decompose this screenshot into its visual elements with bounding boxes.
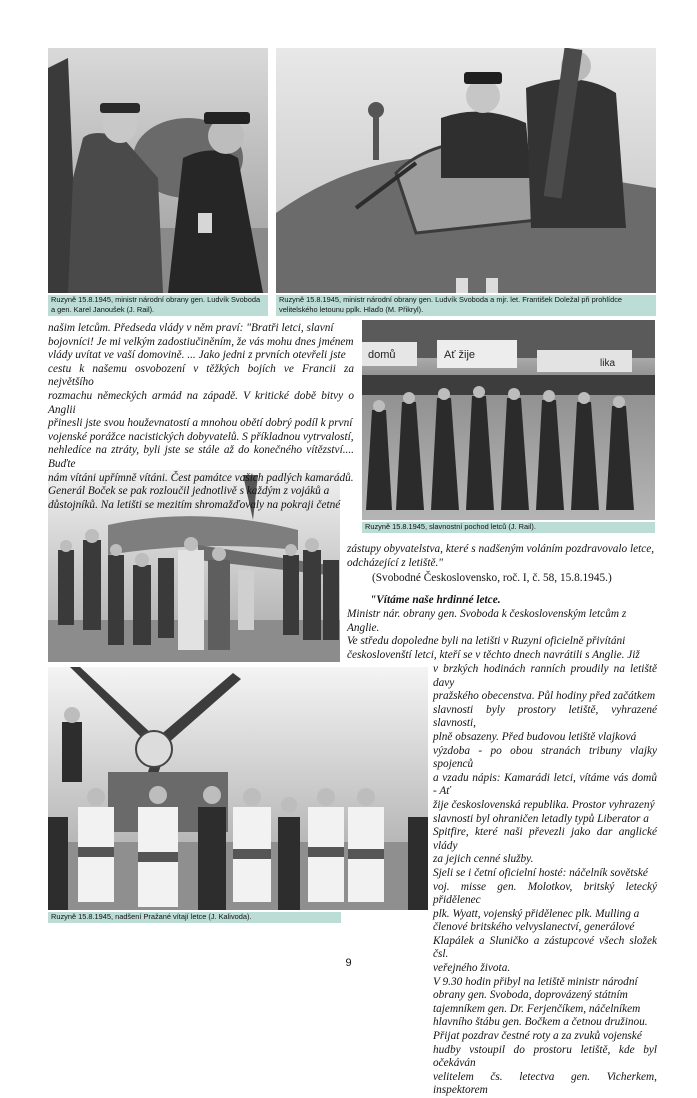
- text-line: velitelem čs. letectva gen. Vicherkem, inspektorem: [433, 1070, 657, 1097]
- text-line: odcházející z letiště.": [347, 556, 444, 569]
- article-source: (Svobodné Československo, roč. I, č. 58, 15.8.1945.): [372, 572, 612, 584]
- text-line: voj. misse gen. Molotkov, britský letecký přidělenec: [433, 880, 657, 907]
- text-line: plně obsazeny. Před budovou letiště vlajková: [433, 730, 637, 743]
- text-line: hudby vstoupil do prostoru letiště, kde byl očekáván: [433, 1043, 657, 1070]
- text-line: cestu k našemu osvobození v těžkých bojích ve Francii za největšího: [48, 362, 354, 389]
- text-line: rozmachu německých armád na západě. V kritické době bitvy o Anglii: [48, 389, 354, 416]
- text-line: českoslovenští letci, kteří se v těchto dnech navrátili s Anglie. Již: [347, 648, 640, 661]
- text-line: bojovníci! Je mi velkým zadostiučiněním, že vás mohu dnes jménem: [48, 335, 354, 348]
- banner-text-at-zije: Ať žije: [444, 349, 476, 361]
- text-line: vojenské porážce nacistických dobyvatelů. S příkladnou vytrvalostí,: [48, 430, 354, 443]
- text-line: výzdoba - po obou stranách tribuny vlajky spojenců: [433, 744, 657, 771]
- photo-pragers-welcome: [48, 667, 428, 910]
- text-line: obrany gen. Svoboda, doprovázený státním: [433, 989, 628, 1002]
- photo2-caption: Ruzyně 15.8.1945, ministr národní obrany gen. Ludvík Svoboda a mjr. let. František Doležal při prohlídce velitelského letounu pplk. Hlaďo (M. Přikryl).: [276, 295, 656, 316]
- text-line: a vzadu nápis: Kamarádi letci, vítáme vás domů - Ať: [433, 771, 657, 798]
- article-paragraph-1: [48, 322, 354, 512]
- text-line: tajemníkem gen. Dr. Ferjenčíkem, náčelníkem: [433, 1002, 641, 1015]
- article-paragraph-2: [347, 543, 657, 570]
- article-headline: "Vítáme naše hrdinné letce.: [370, 594, 501, 606]
- text-line: žije československá republika. Prostor vyhrazený: [433, 798, 655, 811]
- text-line: slavnosti byl ohraničen letadly typů Liberator a: [433, 812, 649, 825]
- photo-airmen-parade: [362, 320, 655, 520]
- text-line: vlády uvítat ve vaší domovině. ... Jako jedni z prvních otevřeli jste: [48, 349, 346, 362]
- text-line: Spitfire, které naši převezli jako dar anglické vlády: [433, 826, 657, 852]
- text-line: Sjeli se i četní oficielní hosté: náčelník sovětské: [433, 866, 648, 879]
- text-line: nehledíce na ztráty, byli jste se stále až do konečného vítězství.... Buďte: [48, 444, 354, 470]
- text-line: členové britského velvyslanectví, generálové: [433, 921, 635, 934]
- text-line: Přijat pozdrav čestné roty a za zvuků vojenské: [433, 1030, 642, 1043]
- text-line: V 9.30 hodin přibyl na letiště ministr národní: [433, 975, 638, 988]
- text-line: za jejich cenné služby.: [433, 853, 534, 866]
- page-number: 9: [345, 957, 352, 969]
- text-line: Ministr nár. obrany gen. Svoboda k československým letcům z: [347, 608, 627, 620]
- photo5-caption: Ruzyně 15.8.1945, nadšení Pražané vítají letce (J. Kalivoda).: [48, 912, 341, 923]
- text-line: důstojníků. Na letišti se mezitím shromažďovaly na pokraji četné: [48, 498, 341, 511]
- article-paragraph-3: [347, 608, 657, 662]
- article-paragraph-4: [433, 663, 657, 1098]
- text-line: veřejného života.: [433, 962, 511, 975]
- text-line: Klapálek a Sluničko a zástupcové všech složek čsl.: [433, 934, 657, 961]
- text-line: zástupy obyvatelstva, které s nadšeným voláním pozdravovalo letce,: [347, 543, 655, 555]
- text-line: Ve středu dopoledne byli na letišti v Ruzyni oficielně přivítáni: [347, 635, 626, 648]
- banner-text-domu: domů: [368, 349, 396, 361]
- text-line: plk. Wyatt, vojenský přidělenec plk. Mulling a: [433, 907, 640, 920]
- text-line: Anglie.: [347, 621, 380, 634]
- text-line: pražského obecenstva. Půl hodiny před začátkem: [433, 690, 656, 703]
- text-line: přinesli jste svou houževnatostí a mnohou obětí dobrý podíl k první: [48, 417, 353, 430]
- photo-svoboda-janousek: [48, 48, 268, 293]
- text-line: hlavního štábu gen. Bočkem a četnou družinou.: [433, 1016, 648, 1029]
- text-line: slavnosti byly prostory letiště, vyhrazené slavnosti,: [433, 703, 657, 730]
- photo1-caption: Ruzyně 15.8.1945, ministr národní obrany gen. Ludvík Svoboda a gen. Karel Janoušek (J. Rail).: [48, 295, 268, 316]
- photo-spitfire-cockpit: [276, 48, 656, 293]
- text-line: našim letcům. Předseda vlády v něm praví: "Bratři letci, slavní: [48, 322, 334, 334]
- text-line: nám vítáni upřímně vítáni. Čest památce vašich padlých kamarádů.: [48, 471, 354, 484]
- text-line: Generál Boček se pak rozloučil jednotlivě s každým z vojáků a: [48, 485, 330, 498]
- banner-text-lika: lika: [600, 358, 616, 369]
- photo3-caption: Ruzyně 15.8.1945, slavnostní pochod letců (J. Rail).: [362, 522, 655, 533]
- text-line: v brzkých hodinách ranních proudily na letiště davy: [433, 663, 657, 689]
